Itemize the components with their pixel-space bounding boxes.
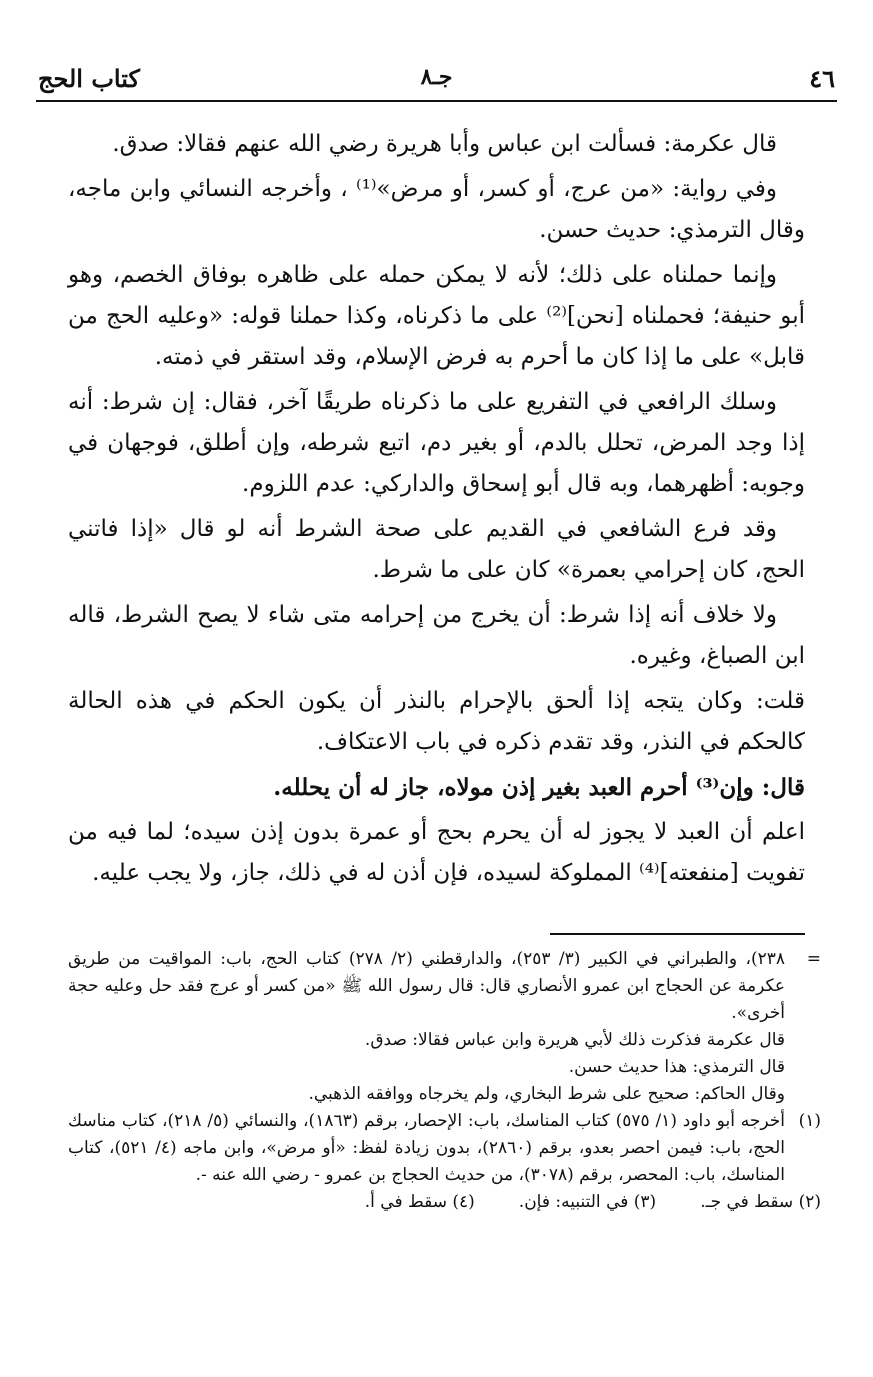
footnote-line: قال عكرمة فذكرت ذلك لأبي هريرة وابن عباس فقالا: صدق.: [364, 1030, 785, 1050]
footnotes: [68, 946, 821, 1216]
footnote-separator: [550, 933, 805, 935]
footnote-line: قال الترمذي: هذا حديث حسن.: [568, 1057, 785, 1077]
footnote-number: (١): [798, 1111, 821, 1131]
paragraph: وسلك الرافعي في التفريع على ما ذكرناه طريقًا آخر، فقال: إن شرط: أنه إذا وجد المرض، تحلل بالدم، أو بغير دم، اتبع شرطه، وإن أطلق، فوجهان في وجوبه: أظهرهما، وبه قال أبو إسحاق والداركي: عدم اللزوم.: [68, 389, 805, 497]
footnote-3: [519, 1189, 656, 1216]
paragraph: ولا خلاف أنه إذا شرط: أن يخرج من إحرامه متى شاء لا يصح الشرط، قاله ابن الصباغ، وغيره.: [68, 602, 805, 669]
footnote-2: [700, 1189, 821, 1216]
footnote-text: أخرجه أبو داود (١/ ٥٧٥) كتاب المناسك، باب: الإحصار، برقم (١٨٦٣)، والنسائي (٥/ ٢١٨)، كتاب مناسك الحج، باب: فيمن احصر بعدو، برقم (٢٨٦٠)، بدون زيادة لفظ: «أو مرض»، وابن ماجه (٤/ ٥٢١)، كتاب المناسك، باب: المحصر، برقم (٣٠٧٨)، من حديث الحجاج بن عمرو - رضي الله عنه -.: [68, 1111, 785, 1185]
paragraph: اعلم أن العبد لا يجوز له أن يحرم بحج أو عمرة بدون إذن سيده؛ لما فيه من تفويت [منفعته]⁽⁴⁾ المملوكة لسيده، فإن أذن له في ذلك، جاز، ولا يجب عليه.: [68, 819, 805, 886]
matn-heading: قال: وإن⁽³⁾ أحرم العبد بغير إذن مولاه، جاز له أن يحلله.: [273, 774, 805, 801]
footnote-text: سقط في جـ.: [700, 1192, 794, 1212]
page-number: ٤٦: [809, 64, 835, 93]
footnote-line: وقال الحاكم: صحيح على شرط البخاري، ولم يخرجاه ووافقه الذهبي.: [308, 1084, 785, 1104]
footnote-number: (٤): [452, 1192, 475, 1212]
footnote-text: في التنبيه: فإن.: [518, 1192, 629, 1212]
paragraph: وفي رواية: «من عرج، أو كسر، أو مرض»⁽¹⁾ ، وأخرجه النسائي وابن ماجه، وقال الترمذي: حديث حسن.: [68, 176, 805, 243]
footnote-number: (٣): [633, 1192, 657, 1212]
continuation-marker: =: [806, 949, 821, 969]
main-text: [68, 124, 805, 898]
paragraph: وإنما حملناه على ذلك؛ لأنه لا يمكن حمله على ظاهره بوفاق الخصم، وهو أبو حنيفة؛ فحملناه [نحن]⁽²⁾ على ما ذكرناه، وكذا حملنا قوله: «وعليه الحج من قابل» على ما إذا كان ما أحرم به فرض الإسلام، وقد استقر في ذمته.: [68, 262, 805, 370]
footnote-1: [68, 1108, 821, 1189]
footnote-4: [365, 1189, 475, 1216]
book-title: كتاب الحج: [38, 64, 140, 93]
volume-label: جـ٨: [420, 64, 453, 90]
footnote-number: (٢): [798, 1192, 821, 1212]
paragraph: قلت: وكان يتجه إذا ألحق بالإحرام بالنذر أن يكون الحكم في هذه الحالة كالحكم في النذر، وقد تقدم ذكره في باب الاعتكاف.: [68, 688, 805, 755]
paragraph: وقد فرع الشافعي في القديم على صحة الشرط أنه لو قال «إذا فاتني الحج، كان إحرامي بعمرة» كان على ما شرط.: [68, 516, 805, 583]
footnote-text: سقط في أ.: [364, 1192, 447, 1212]
footnote-text: ٢٣٨)، والطبراني في الكبير (٣/ ٢٥٣)، والدارقطني (٢/ ٢٧٨) كتاب الحج، باب: المواقيت من طريق عكرمة عن الحجاج ابن عمرو الأنصاري قال: قال رسول الله ﷺ «من كسر أو عرج فقد حل وعليه حجة أخرى».: [68, 949, 785, 1023]
footnote-continuation: [68, 946, 821, 1027]
short-footnotes: [68, 1189, 821, 1216]
page-header: [36, 60, 837, 102]
paragraph: قال عكرمة: فسألت ابن عباس وأبا هريرة رضي الله عنهم فقالا: صدق.: [112, 131, 777, 157]
